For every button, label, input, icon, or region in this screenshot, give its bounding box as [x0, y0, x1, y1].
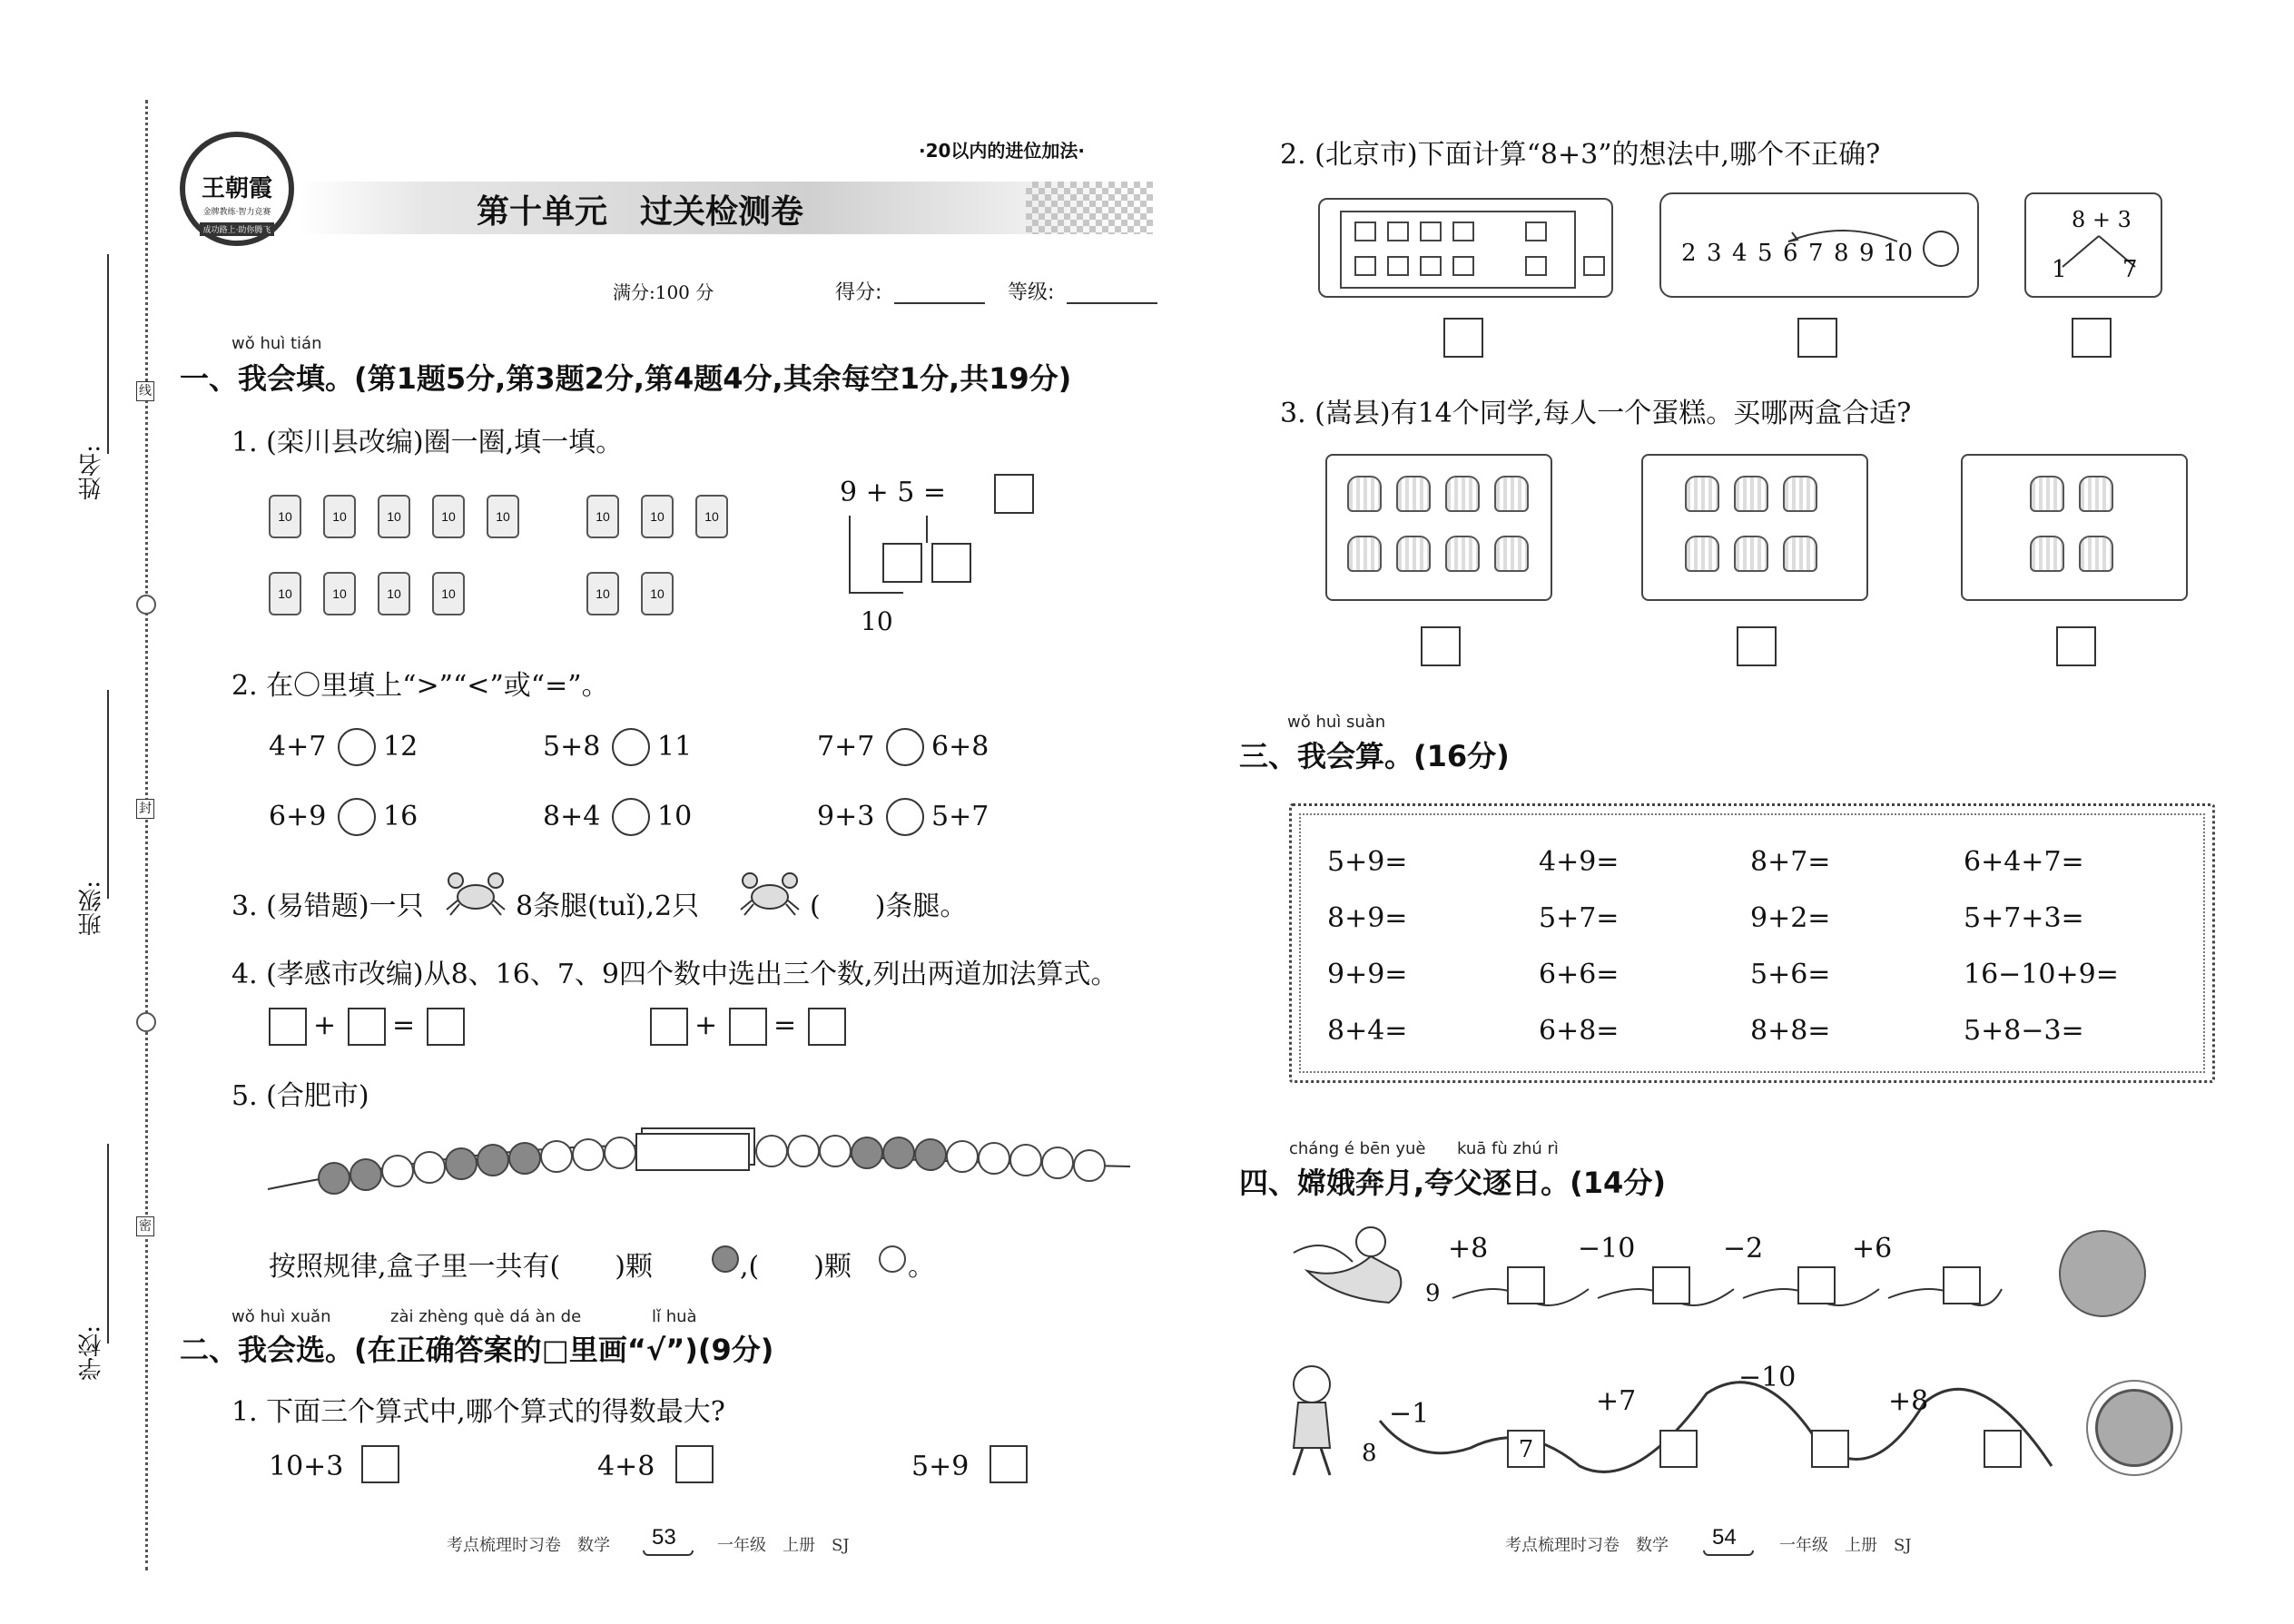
caterpillar-number: 9 [1859, 240, 1875, 267]
bead-white [572, 1138, 605, 1171]
footer-right-suffix: 一年级 上册 SJ [1779, 1536, 1912, 1555]
s1-q3-part2: 8条腿(tuǐ),2只 [516, 891, 700, 922]
bead-box [635, 1133, 750, 1171]
s2-q1-option: 5+9 [911, 1451, 970, 1482]
section1-pinyin: wǒ huì tián [231, 334, 322, 353]
cube [1420, 256, 1442, 276]
s1-q4-label: 4. (孝感市改编)从8、16、7、9四个数中选出三个数,列出两道加法算式。 [231, 959, 1118, 990]
s1-q1-answer-box[interactable] [994, 474, 1034, 514]
row1-answer-box[interactable] [1943, 1266, 1981, 1304]
s1-q4-box[interactable] [348, 1008, 386, 1046]
bag: 10 [586, 495, 619, 538]
equals-sign: = [392, 1009, 416, 1041]
page-title: 第十单元 过关检测卷 [477, 193, 804, 231]
school-field[interactable] [107, 1144, 109, 1343]
section3-pinyin: wǒ huì suàn [1287, 713, 1386, 732]
section4-pinyin-1: cháng é bēn yuè [1289, 1139, 1426, 1158]
plus-sign: + [313, 1009, 337, 1041]
s1-q1-split-box-1[interactable] [882, 543, 922, 583]
cake-icon [1396, 476, 1431, 512]
bead-white [978, 1142, 1010, 1175]
s1-q1-equation: 9 + 5 = [840, 477, 947, 508]
s1-q1-label: 1. (栾川县改编)圈一圈,填一填。 [231, 427, 624, 458]
section4-title: 四、嫦娥奔月,夸父逐日。(14分) [1239, 1166, 1666, 1200]
hop-arrow [1779, 220, 1906, 247]
row1-answer-box[interactable] [1797, 1266, 1836, 1304]
grade-field[interactable] [1067, 302, 1157, 304]
compare-left: 6+9 [269, 801, 327, 832]
bag: 10 [269, 572, 301, 615]
s1-q1-split-box-2[interactable] [931, 543, 971, 583]
bead-white [946, 1140, 979, 1173]
gray-bead-icon [712, 1245, 739, 1273]
row1-answer-box[interactable] [1652, 1266, 1690, 1304]
cake-box-6 [1641, 454, 1868, 601]
row2-op: +7 [1596, 1385, 1637, 1417]
cube [1583, 256, 1605, 276]
white-bead-icon [879, 1245, 906, 1273]
compare-left: 5+8 [543, 731, 601, 763]
section3-title: 三、我会算。(16分) [1239, 739, 1510, 773]
cube [1452, 256, 1474, 276]
change-figure-icon [1289, 1216, 1416, 1325]
s2-q2-checkbox[interactable] [1443, 318, 1483, 358]
compare-right: 6+8 [931, 731, 989, 763]
bead-gray [318, 1162, 350, 1195]
caterpillar-number: 10 [1883, 240, 1914, 267]
cube [1525, 221, 1547, 241]
cake-icon [1685, 476, 1719, 512]
cake-icon [1396, 536, 1431, 572]
class-label: 班级: [78, 881, 105, 936]
moon-icon [2059, 1230, 2146, 1317]
calc-item: 6+6= [1539, 959, 1620, 990]
bead-white [1009, 1144, 1042, 1176]
caterpillar-number: 3 [1707, 240, 1722, 267]
cube [1354, 256, 1376, 276]
row2-op: −10 [1738, 1362, 1797, 1393]
cube [1452, 221, 1474, 241]
compare-circle[interactable] [338, 798, 376, 836]
compare-circle[interactable] [612, 728, 650, 766]
s1-q3-part1: 3. (易错题)一只 [231, 891, 424, 922]
footer-left-suffix: 一年级 上册 SJ [717, 1536, 850, 1555]
calc-item: 5+9= [1327, 846, 1408, 878]
s2-q1-option: 4+8 [597, 1451, 655, 1482]
section2-title: 二、我会选。(在正确答案的□里画“√”)(9分) [180, 1333, 774, 1367]
bead-white [787, 1135, 820, 1167]
compare-right: 10 [657, 801, 693, 832]
s1-q1-ten: 10 [861, 606, 893, 636]
calc-item: 5+7= [1539, 902, 1620, 934]
calc-item: 9+9= [1327, 959, 1408, 990]
logo-text: 王朝霞 [201, 175, 272, 202]
s2-q3-checkbox[interactable] [1737, 626, 1777, 666]
bag: 10 [323, 495, 356, 538]
row2-answer-box[interactable] [1659, 1430, 1698, 1468]
compare-left: 7+7 [817, 731, 875, 763]
plus-sign: + [694, 1009, 718, 1041]
bead-gray [851, 1137, 883, 1169]
bead-white [540, 1140, 573, 1173]
calc-item: 6+4+7= [1964, 846, 2084, 878]
cube [1387, 256, 1409, 276]
binding-mark-seal: 封 [136, 799, 154, 819]
score-label: 得分: [835, 281, 882, 304]
bead-gray [477, 1144, 509, 1176]
split-line-mid [926, 516, 928, 543]
cake-icon [1783, 536, 1817, 572]
row2-answer-box: 7 [1507, 1430, 1545, 1468]
sun-icon [2095, 1389, 2173, 1467]
compare-circle[interactable] [886, 798, 924, 836]
grade-label: 等级: [1008, 281, 1055, 304]
option-tree-panel [2024, 192, 2162, 298]
binding-hole-1 [136, 595, 156, 615]
compare-left: 9+3 [817, 801, 875, 832]
bead-white [604, 1137, 636, 1169]
row2-answer-box[interactable] [1984, 1430, 2022, 1468]
cake-icon [1494, 536, 1529, 572]
split-line-bottom [849, 592, 903, 594]
s2-q1-checkbox[interactable] [989, 1445, 1028, 1483]
split-line-left [849, 516, 851, 593]
bag: 10 [323, 572, 356, 615]
caterpillar-number: 6 [1783, 240, 1798, 267]
class-field[interactable] [107, 690, 109, 899]
logo-ribbon: 成功路上·助你腾飞 [200, 222, 275, 236]
bead-gray [445, 1147, 478, 1180]
s2-q2-label: 2. (北京市)下面计算“8+3”的想法中,哪个不正确? [1280, 139, 1881, 171]
row1-op: −2 [1723, 1233, 1764, 1265]
cake-icon [1445, 536, 1480, 572]
option-numberline-panel [1659, 192, 1979, 298]
cake-icon [1685, 536, 1719, 572]
section2-pinyin-3: lǐ huà [652, 1307, 697, 1326]
cake-icon [1734, 476, 1768, 512]
binding-mark-secret: 密 [136, 1216, 154, 1236]
section2-pinyin-2: zài zhèng què dá àn de [390, 1307, 582, 1326]
s1-q5-part3: 。 [908, 1251, 935, 1283]
page-number-bracket [643, 1550, 694, 1556]
wave-path [1362, 1366, 2061, 1475]
cube [1387, 221, 1409, 241]
bag: 10 [586, 572, 619, 615]
row2-op: −1 [1389, 1398, 1430, 1430]
school-label: 学校: [78, 1325, 105, 1381]
bead-white [755, 1135, 788, 1167]
page-number-right: 54 [1712, 1525, 1737, 1550]
s2-q3-checkbox[interactable] [1421, 626, 1461, 666]
row1-op: −10 [1578, 1233, 1636, 1265]
section4-pinyin-2: kuā fù zhú rì [1457, 1139, 1559, 1158]
cake-icon [1347, 536, 1382, 572]
s1-q5-part1: 按照规律,盒子里一共有( )颗 [269, 1251, 653, 1283]
name-label: 姓名: [78, 445, 105, 500]
footer-right-prefix: 考点梳理时习卷 数学 [1505, 1536, 1669, 1555]
cake-icon [1494, 476, 1529, 512]
calc-item: 8+4= [1327, 1015, 1408, 1047]
compare-circle[interactable] [886, 728, 924, 766]
bag: 10 [641, 572, 674, 615]
row1-op: +8 [1448, 1233, 1489, 1265]
bag: 10 [641, 495, 674, 538]
bead-white [1073, 1149, 1106, 1182]
bead-white [819, 1135, 852, 1167]
checker-pattern [1026, 182, 1153, 234]
section2-pinyin-1: wǒ huì xuǎn [231, 1307, 331, 1326]
binding-dotted-line [145, 100, 148, 1570]
compare-right: 12 [383, 731, 418, 763]
kuafu-figure-icon [1262, 1362, 1362, 1480]
s2-q1-checkbox[interactable] [361, 1445, 399, 1483]
s1-q4-box[interactable] [427, 1008, 465, 1046]
bag: 10 [432, 572, 465, 615]
crab-icon [443, 870, 508, 917]
bag: 10 [269, 495, 301, 538]
s1-q4-box[interactable] [269, 1008, 307, 1046]
cake-icon [1445, 476, 1480, 512]
compare-circle[interactable] [338, 728, 376, 766]
calc-item: 6+8= [1539, 1015, 1620, 1047]
calc-item: 8+7= [1750, 846, 1831, 878]
caterpillar-number: 5 [1757, 240, 1773, 267]
page-number-left: 53 [652, 1525, 676, 1550]
compare-right: 16 [383, 801, 418, 832]
full-score: 满分:100 分 [613, 281, 714, 303]
bead-white [413, 1151, 446, 1184]
calc-item: 5+6= [1750, 959, 1831, 990]
compare-left: 8+4 [543, 801, 601, 832]
bag: 10 [487, 495, 519, 538]
tree-right: 7 [2122, 256, 2138, 283]
s2-q3-label: 3. (嵩县)有14个同学,每人一个蛋糕。买哪两盒合适? [1280, 398, 1912, 429]
cake-box-4 [1961, 454, 2188, 601]
s2-q1-checkbox[interactable] [675, 1445, 714, 1483]
s1-q2-label: 2. 在〇里填上“>”“<”或“=”。 [231, 670, 609, 702]
score-field[interactable] [894, 302, 985, 304]
compare-circle[interactable] [612, 798, 650, 836]
compare-right: 11 [657, 731, 693, 763]
topic-label: ·20以内的进位加法· [919, 140, 1086, 162]
caterpillar-head-icon [1923, 231, 1959, 267]
cake-box-8 [1325, 454, 1552, 601]
s2-q2-checkbox[interactable] [2072, 318, 2112, 358]
cake-icon [1734, 536, 1768, 572]
row1-start: 9 [1425, 1280, 1441, 1307]
cube [1420, 221, 1442, 241]
row2-answer-box[interactable] [1811, 1430, 1849, 1468]
s1-q5-label: 5. (合肥市) [231, 1080, 369, 1112]
s1-q3-part3: ( )条腿。 [810, 891, 968, 922]
logo-badge [180, 132, 294, 246]
calc-item: 5+7+3= [1964, 902, 2084, 934]
s2-q2-checkbox[interactable] [1797, 318, 1837, 358]
cake-icon [1347, 476, 1382, 512]
s2-q1-label: 1. 下面三个算式中,哪个算式的得数最大? [231, 1396, 725, 1428]
calc-item: 16−10+9= [1964, 959, 2119, 990]
bag: 10 [378, 495, 410, 538]
bag: 10 [695, 495, 728, 538]
logo-subtext: 金牌教练·智力竞赛 [202, 208, 271, 217]
binding-mark-line: 线 [136, 381, 154, 401]
equals-sign: = [773, 1009, 797, 1041]
s2-q1-option: 10+3 [269, 1451, 344, 1482]
calc-item: 4+9= [1539, 846, 1620, 878]
binding-hole-2 [136, 1012, 156, 1032]
caterpillar-number: 7 [1808, 240, 1824, 267]
cake-icon [2079, 536, 2113, 572]
bead-gray [350, 1158, 382, 1191]
s1-q5-part2: ,( )颗 [740, 1251, 852, 1283]
row2-start: 8 [1362, 1440, 1377, 1467]
row1-answer-box[interactable] [1507, 1266, 1545, 1304]
row2-op: +8 [1888, 1385, 1929, 1417]
compare-left: 4+7 [269, 731, 327, 763]
cube [1354, 221, 1376, 241]
caterpillar-number: 2 [1681, 240, 1697, 267]
option-cubes-panel [1318, 198, 1613, 298]
bag: 10 [378, 572, 410, 615]
cake-icon [2030, 476, 2064, 512]
cube [1525, 256, 1547, 276]
page-number-bracket [1703, 1550, 1754, 1556]
name-field[interactable] [107, 254, 109, 454]
compare-right: 5+7 [931, 801, 989, 832]
tree-top: 8 + 3 [2072, 207, 2132, 232]
bag: 10 [432, 495, 465, 538]
calc-item: 8+9= [1327, 902, 1408, 934]
calc-item: 8+8= [1750, 1015, 1831, 1047]
caterpillar-number: 4 [1732, 240, 1748, 267]
bead-gray [508, 1142, 541, 1175]
calc-item: 5+8−3= [1964, 1015, 2084, 1047]
bead-white [381, 1155, 414, 1187]
crab-icon [737, 870, 802, 917]
cake-icon [1783, 476, 1817, 512]
bead-gray [882, 1137, 915, 1169]
cake-icon [2030, 536, 2064, 572]
s1-q4-box[interactable] [729, 1008, 767, 1046]
section1-title: 一、我会填。(第1题5分,第3题2分,第4题4分,其余每空1分,共19分) [180, 361, 1072, 396]
bead-gray [914, 1138, 947, 1171]
footer-left-prefix: 考点梳理时习卷 数学 [447, 1536, 610, 1555]
s2-q3-checkbox[interactable] [2056, 626, 2096, 666]
s1-q4-box[interactable] [650, 1008, 688, 1046]
bead-white [1041, 1147, 1074, 1179]
caterpillar-number: 8 [1834, 240, 1849, 267]
tree-left: 1 [2052, 256, 2067, 283]
calc-item: 9+2= [1750, 902, 1831, 934]
s1-q4-box[interactable] [808, 1008, 846, 1046]
cake-icon [2079, 476, 2113, 512]
row1-op: +6 [1852, 1233, 1893, 1265]
